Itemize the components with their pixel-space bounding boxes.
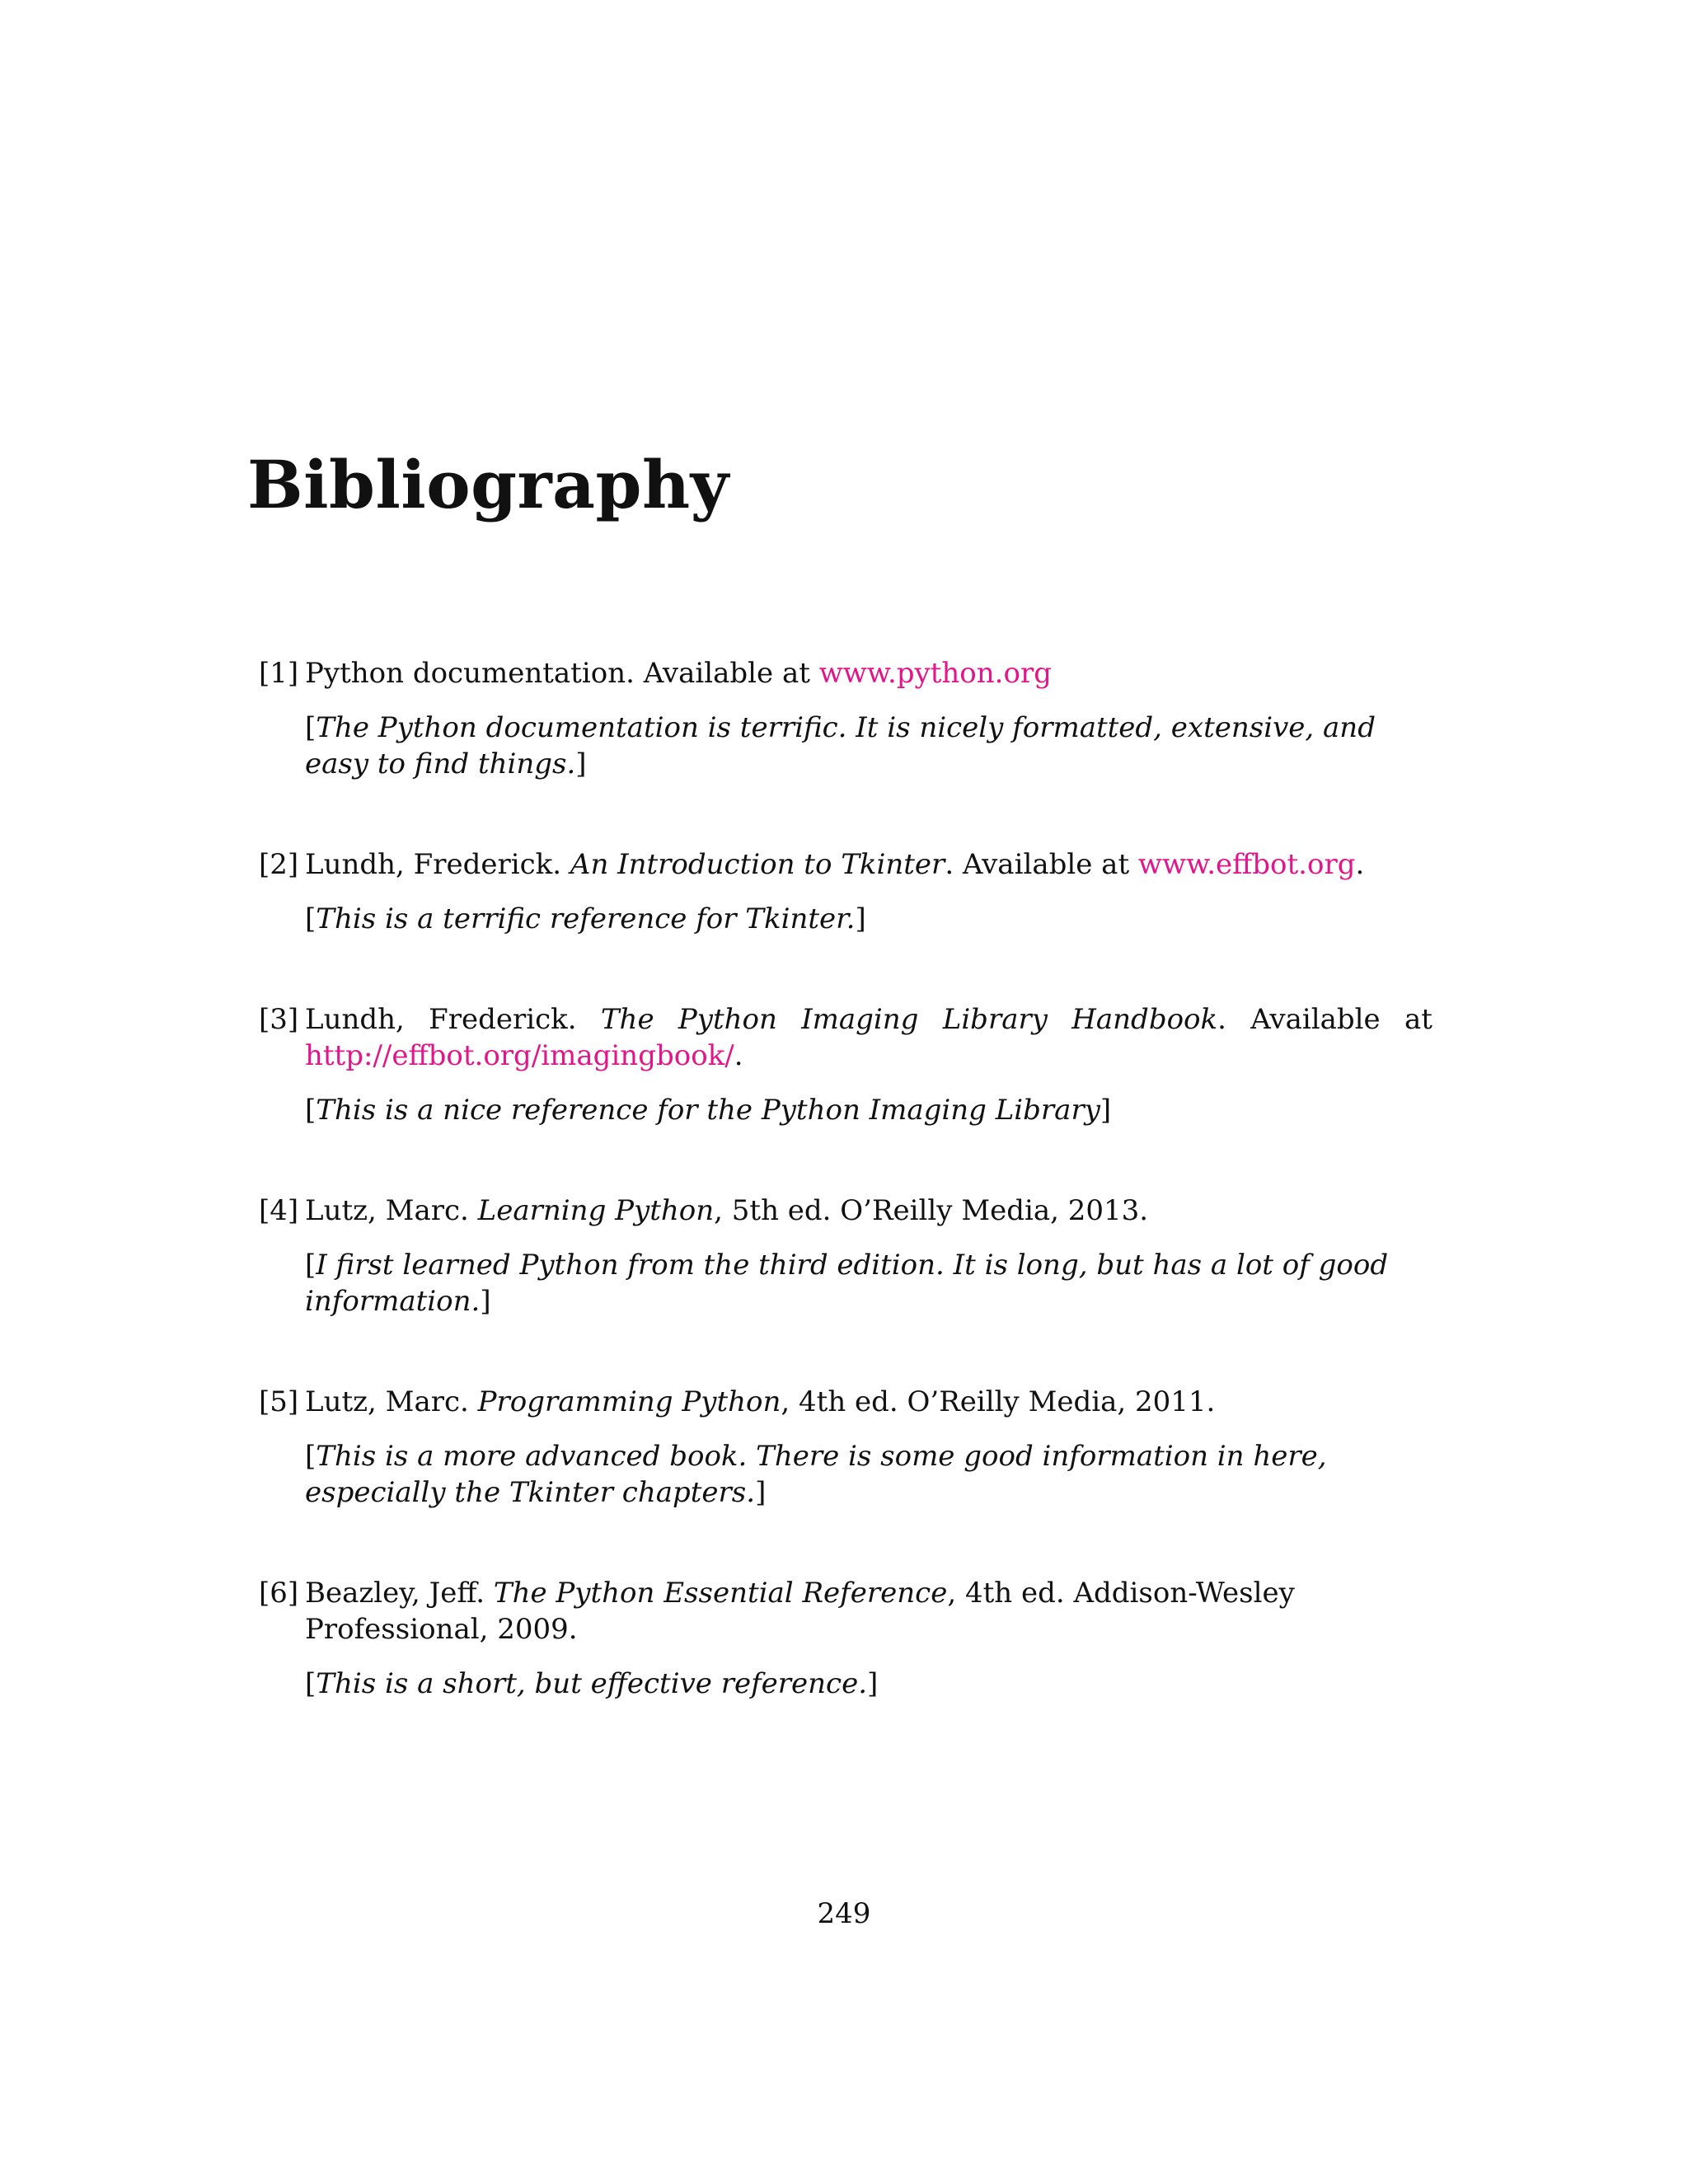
bib-word: at — [1404, 1003, 1432, 1036]
page-title: Bibliography — [247, 446, 729, 523]
bib-entry — [259, 846, 1432, 937]
bib-citation — [305, 1575, 1432, 1647]
bib-annotation: [I first learned Python from the third edition. It is long, but has a lot of good information.] — [305, 1249, 1389, 1318]
bib-title-word: Library — [942, 1003, 1048, 1036]
bib-citation-text: , 4th ed. Addison-Wesley Professional, 2009. — [305, 1577, 1295, 1646]
bib-author: Lundh, Frederick. — [305, 848, 570, 881]
bib-title-word: Handbook. — [1071, 1003, 1226, 1036]
bib-entry — [259, 1001, 1432, 1128]
bib-number: [6] — [259, 1577, 299, 1610]
bib-title: Learning Python — [477, 1194, 715, 1227]
bib-citation-continued — [305, 1038, 1432, 1074]
bib-number: [1] — [259, 657, 299, 690]
bib-citation — [305, 1193, 1432, 1229]
bib-annotation-text: I first learned Python from the third edition. It is long, but has a lot of good information. — [305, 1249, 1389, 1318]
bib-annotation: [This is a more advanced book. There is some good information in here, especially the Tkinter chapters.] — [305, 1440, 1327, 1509]
bib-citation-text: . Available at — [945, 848, 1138, 881]
bib-annotation-text: This is a short, but effective reference. — [316, 1667, 868, 1700]
bib-entry — [259, 1575, 1432, 1702]
bib-entry — [259, 1193, 1432, 1319]
bib-entry — [259, 655, 1432, 782]
bib-author: Lutz, Marc. — [305, 1385, 478, 1418]
bib-title: The Python Essential Reference — [493, 1577, 948, 1610]
page-number: 249 — [817, 1897, 871, 1930]
bib-word: Frederick. — [429, 1003, 577, 1036]
bib-citation-text: , 4th ed. O’Reilly Media, 2011. — [781, 1385, 1216, 1418]
bib-annotation: [This is a short, but effective reference.] — [305, 1667, 879, 1700]
bib-citation-text: Python documentation. Available at — [305, 657, 819, 690]
bib-title-word: The — [600, 1003, 654, 1036]
bib-annotation: [The Python documentation is terrific. It is nicely formatted, extensive, and easy to find things.] — [305, 711, 1376, 780]
imagingbook-link[interactable]: http://effbot.org/imagingbook/ — [305, 1039, 734, 1072]
bib-author: Beazley, Jeff. — [305, 1577, 494, 1610]
bibliography-list — [259, 655, 1432, 1702]
bib-title-word: Python — [678, 1003, 777, 1036]
bib-title-word: Imaging — [801, 1003, 919, 1036]
effbot-link[interactable]: www.effbot.org — [1137, 848, 1356, 881]
bib-citation-text: , 5th ed. O’Reilly Media, 2013. — [714, 1194, 1149, 1227]
bib-number: [5] — [259, 1385, 299, 1418]
bib-annotation-text: This is a nice reference for the Python Imaging Library — [316, 1094, 1100, 1127]
bib-word: Available — [1250, 1003, 1381, 1036]
python-org-link[interactable]: www.python.org — [818, 657, 1052, 690]
bib-trail: . — [1355, 848, 1365, 881]
bib-number: [2] — [259, 848, 299, 881]
bib-citation — [305, 655, 1432, 691]
bib-word: Lundh, — [305, 1003, 405, 1036]
bib-trail: . — [734, 1039, 743, 1072]
bib-annotation-text: This is a more advanced book. There is some good information in here, especially the Tkinter chapters. — [305, 1440, 1327, 1509]
bib-number: [3] — [259, 1003, 299, 1036]
bib-title-last: Handbook — [1071, 1003, 1218, 1036]
bib-entry — [259, 1384, 1432, 1511]
bib-citation — [305, 1384, 1432, 1420]
bib-citation — [305, 1001, 1432, 1038]
bib-citation — [305, 846, 1432, 883]
bib-annotation-text: This is a terrific reference for Tkinter. — [316, 902, 856, 935]
bib-author: Lutz, Marc. — [305, 1194, 478, 1227]
bib-number: [4] — [259, 1194, 299, 1227]
bib-title: Programming Python — [477, 1385, 781, 1418]
bib-annotation-text: The Python documentation is terrific. It is nicely formatted, extensive, and easy to find things. — [305, 711, 1376, 780]
bib-title: An Introduction to Tkinter — [570, 848, 945, 881]
bib-annotation: [This is a terrific reference for Tkinter.] — [305, 902, 866, 935]
bib-annotation: [This is a nice reference for the Python Imaging Library] — [305, 1094, 1112, 1127]
